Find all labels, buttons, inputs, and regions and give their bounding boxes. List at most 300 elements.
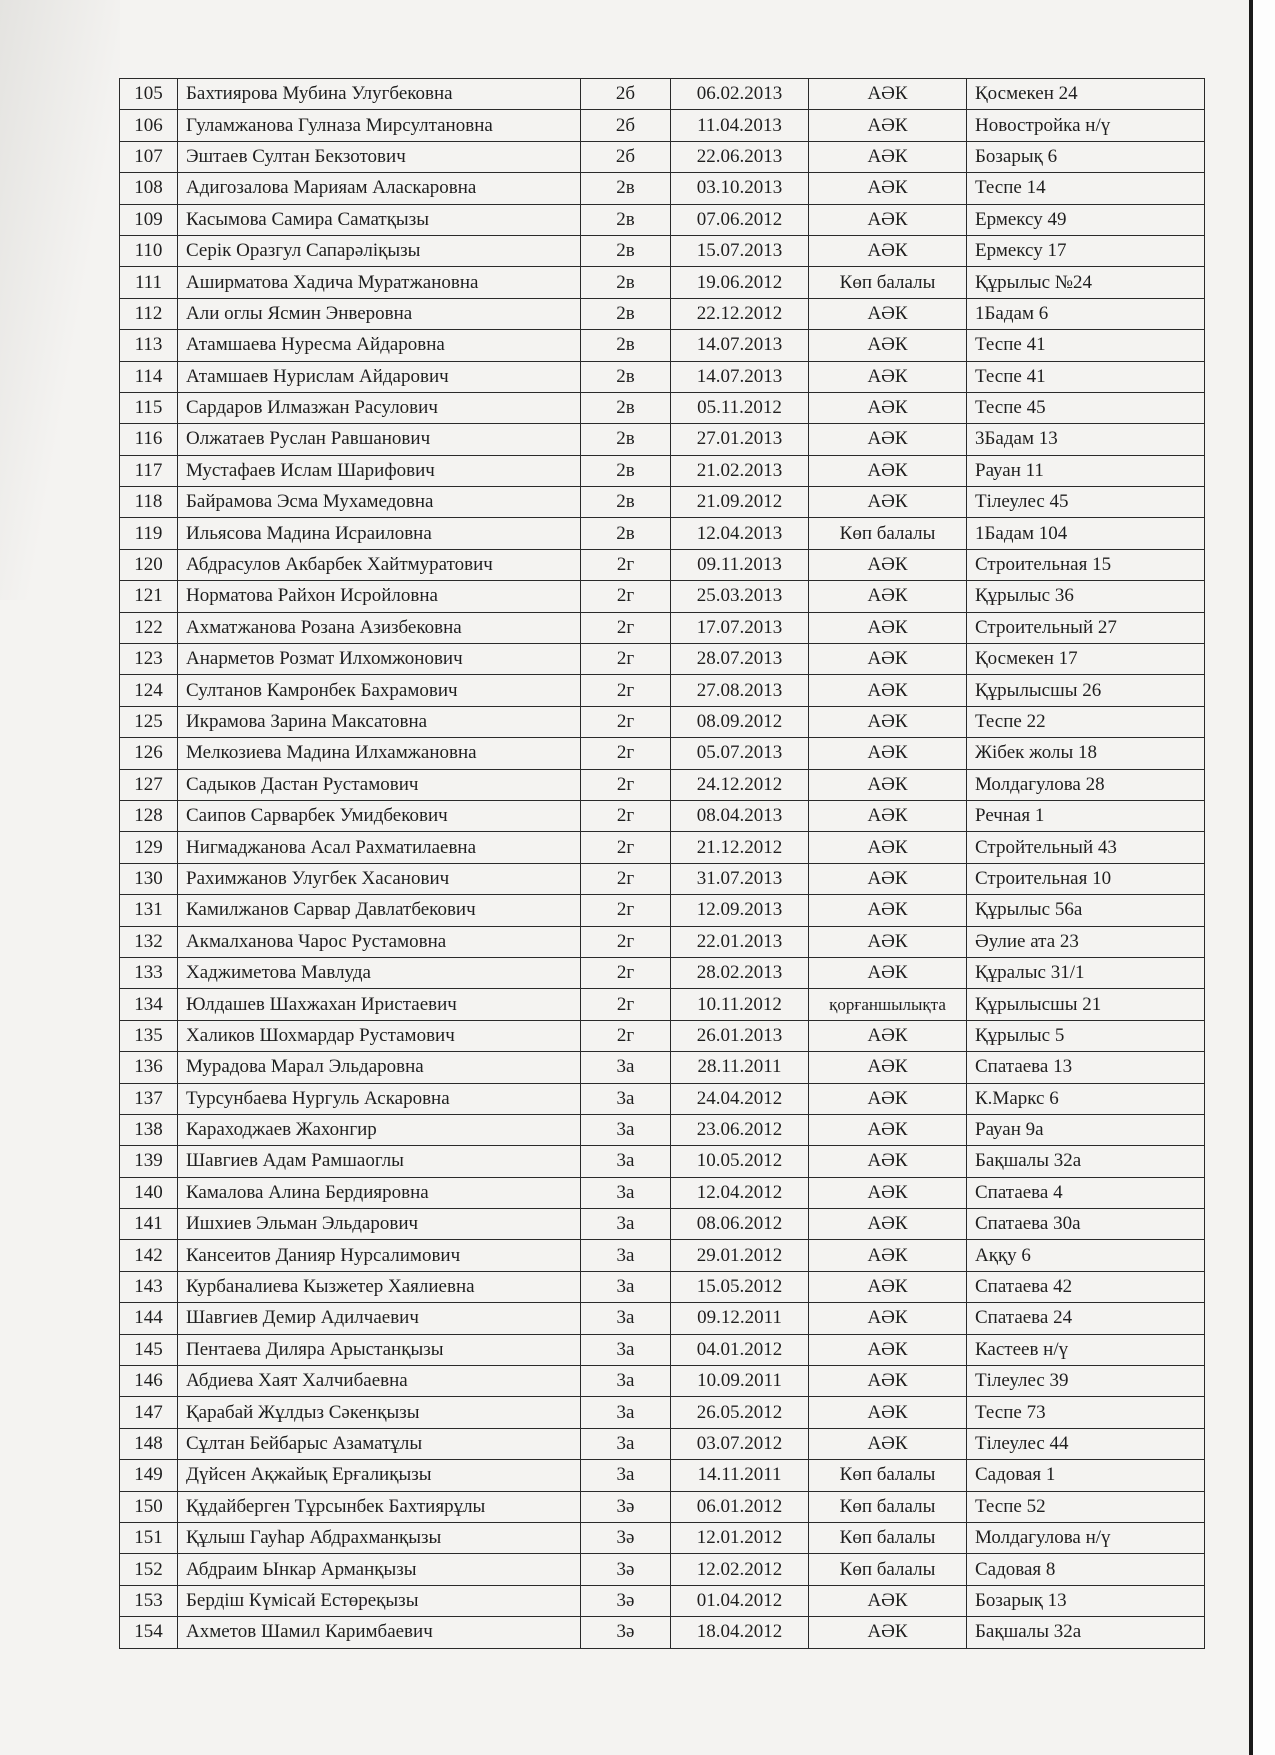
status-cell: АӘК <box>809 1240 967 1271</box>
status-cell: АӘК <box>809 455 967 486</box>
birth-date: 09.11.2013 <box>671 549 809 580</box>
address-cell: К.Маркс 6 <box>967 1083 1205 1114</box>
table-row <box>120 895 1205 926</box>
scan-edge <box>1249 0 1275 1755</box>
status-cell: АӘК <box>809 1397 967 1428</box>
status-cell: АӘК <box>809 1083 967 1114</box>
address-cell: Құрылыс 5 <box>967 1020 1205 1051</box>
birth-date: 10.05.2012 <box>671 1146 809 1177</box>
address-cell: Рауан 11 <box>967 455 1205 486</box>
row-number: 125 <box>120 706 178 737</box>
status-cell: АӘК <box>809 738 967 769</box>
address-cell: Строительная 15 <box>967 549 1205 580</box>
table-row <box>120 1334 1205 1365</box>
birth-date: 25.03.2013 <box>671 581 809 612</box>
address-cell: Теспе 52 <box>967 1491 1205 1522</box>
student-name: Қарабай Жұлдыз Сәкенқызы <box>178 1397 581 1428</box>
address-cell: Садовая 8 <box>967 1554 1205 1585</box>
student-name: Байрамова Эсма Мухамедовна <box>178 487 581 518</box>
status-cell: АӘК <box>809 1114 967 1145</box>
student-name: Саипов Сарварбек Умидбекович <box>178 800 581 831</box>
class-cell: 2г <box>581 706 671 737</box>
birth-date: 05.07.2013 <box>671 738 809 769</box>
address-cell: Құрылыс 36 <box>967 581 1205 612</box>
student-name: Бердіш Күмісай Естөреқызы <box>178 1585 581 1616</box>
address-cell: Бозарық 13 <box>967 1585 1205 1616</box>
row-number: 133 <box>120 957 178 988</box>
birth-date: 11.04.2013 <box>671 110 809 141</box>
class-cell: 2г <box>581 644 671 675</box>
student-name: Атамшаева Нуресма Айдаровна <box>178 330 581 361</box>
address-cell: Тілеулес 45 <box>967 487 1205 518</box>
row-number: 142 <box>120 1240 178 1271</box>
table-row <box>120 675 1205 706</box>
status-cell: АӘК <box>809 204 967 235</box>
address-cell: Әулие ата 23 <box>967 926 1205 957</box>
birth-date: 28.11.2011 <box>671 1052 809 1083</box>
row-number: 152 <box>120 1554 178 1585</box>
row-number: 145 <box>120 1334 178 1365</box>
class-cell: 3а <box>581 1209 671 1240</box>
address-cell: Қосмекен 17 <box>967 644 1205 675</box>
status-cell: АӘК <box>809 1052 967 1083</box>
address-cell: Спатаева 24 <box>967 1303 1205 1334</box>
student-name: Абдрасулов Акбарбек Хайтмуратович <box>178 549 581 580</box>
table-row <box>120 1209 1205 1240</box>
class-cell: 2в <box>581 204 671 235</box>
table-row <box>120 1271 1205 1302</box>
status-cell: АӘК <box>809 1585 967 1616</box>
student-name: Анарметов Розмат Илхомжонович <box>178 644 581 675</box>
row-number: 123 <box>120 644 178 675</box>
status-cell: АӘК <box>809 957 967 988</box>
status-cell: Көп балалы <box>809 1491 967 1522</box>
student-name: Курбаналиева Кызжетер Хаялиевна <box>178 1271 581 1302</box>
row-number: 141 <box>120 1209 178 1240</box>
birth-date: 10.11.2012 <box>671 989 809 1020</box>
table-row <box>120 392 1205 423</box>
class-cell: 2г <box>581 612 671 643</box>
student-name: Кансеитов Данияр Нурсалимович <box>178 1240 581 1271</box>
birth-date: 06.01.2012 <box>671 1491 809 1522</box>
row-number: 106 <box>120 110 178 141</box>
status-cell: АӘК <box>809 487 967 518</box>
birth-date: 21.12.2012 <box>671 832 809 863</box>
student-name: Халиков Шохмардар Рустамович <box>178 1020 581 1051</box>
status-cell: Көп балалы <box>809 267 967 298</box>
table-row <box>120 1083 1205 1114</box>
student-name: Құлыш Гауһар Абдрахманқызы <box>178 1522 581 1553</box>
birth-date: 01.04.2012 <box>671 1585 809 1616</box>
class-cell: 3а <box>581 1428 671 1459</box>
student-name: Рахимжанов Улугбек Хасанович <box>178 863 581 894</box>
row-number: 108 <box>120 173 178 204</box>
status-cell: АӘК <box>809 644 967 675</box>
table-row <box>120 1522 1205 1553</box>
birth-date: 12.01.2012 <box>671 1522 809 1553</box>
class-cell: 2в <box>581 235 671 266</box>
class-cell: 3а <box>581 1177 671 1208</box>
class-cell: 2б <box>581 141 671 172</box>
table-row <box>120 1177 1205 1208</box>
row-number: 120 <box>120 549 178 580</box>
birth-date: 12.04.2012 <box>671 1177 809 1208</box>
status-cell: АӘК <box>809 1020 967 1051</box>
student-name: Камалова Алина Бердияровна <box>178 1177 581 1208</box>
address-cell: Спатаева 30а <box>967 1209 1205 1240</box>
student-name: Дүйсен Ақжайық Ерғалиқызы <box>178 1460 581 1491</box>
table-row <box>120 738 1205 769</box>
row-number: 112 <box>120 298 178 329</box>
table-row <box>120 1428 1205 1459</box>
student-name: Касымова Самира Саматқызы <box>178 204 581 235</box>
status-cell: АӘК <box>809 424 967 455</box>
register-body <box>120 79 1205 1649</box>
status-cell: АӘК <box>809 832 967 863</box>
table-row <box>120 1020 1205 1051</box>
student-name: Гуламжанова Гулназа Мирсултановна <box>178 110 581 141</box>
table-row <box>120 989 1205 1020</box>
student-name: Турсунбаева Нургуль Аскаровна <box>178 1083 581 1114</box>
student-name: Абдиева Хаят Халчибаевна <box>178 1366 581 1397</box>
row-number: 119 <box>120 518 178 549</box>
address-cell: Аққу 6 <box>967 1240 1205 1271</box>
class-cell: 2в <box>581 298 671 329</box>
table-row <box>120 581 1205 612</box>
status-cell: Көп балалы <box>809 1522 967 1553</box>
class-cell: 3ә <box>581 1522 671 1553</box>
class-cell: 2в <box>581 267 671 298</box>
row-number: 135 <box>120 1020 178 1051</box>
class-cell: 2г <box>581 989 671 1020</box>
student-name: Аширматова Хадича Муратжановна <box>178 267 581 298</box>
row-number: 138 <box>120 1114 178 1145</box>
row-number: 150 <box>120 1491 178 1522</box>
table-row <box>120 1554 1205 1585</box>
status-cell: АӘК <box>809 1146 967 1177</box>
row-number: 121 <box>120 581 178 612</box>
birth-date: 21.02.2013 <box>671 455 809 486</box>
status-cell: АӘК <box>809 110 967 141</box>
table-row <box>120 173 1205 204</box>
address-cell: Теспе 41 <box>967 361 1205 392</box>
address-cell: Теспе 41 <box>967 330 1205 361</box>
student-name: Али оглы Ясмин Энверовна <box>178 298 581 329</box>
table-row <box>120 204 1205 235</box>
class-cell: 3а <box>581 1114 671 1145</box>
student-name: Мурадова Марал Эльдаровна <box>178 1052 581 1083</box>
address-cell: Рауан 9а <box>967 1114 1205 1145</box>
class-cell: 3ә <box>581 1617 671 1648</box>
student-name: Эштаев Султан Бекзотович <box>178 141 581 172</box>
birth-date: 04.01.2012 <box>671 1334 809 1365</box>
table-row <box>120 612 1205 643</box>
address-cell: Жібек жолы 18 <box>967 738 1205 769</box>
birth-date: 06.02.2013 <box>671 79 809 110</box>
status-cell: АӘК <box>809 612 967 643</box>
row-number: 147 <box>120 1397 178 1428</box>
student-name: Нигмаджанова Асал Рахматилаевна <box>178 832 581 863</box>
row-number: 114 <box>120 361 178 392</box>
address-cell: Бозарық 6 <box>967 141 1205 172</box>
row-number: 140 <box>120 1177 178 1208</box>
status-cell: АӘК <box>809 361 967 392</box>
row-number: 107 <box>120 141 178 172</box>
status-cell: АӘК <box>809 675 967 706</box>
birth-date: 22.01.2013 <box>671 926 809 957</box>
birth-date: 08.04.2013 <box>671 800 809 831</box>
birth-date: 26.01.2013 <box>671 1020 809 1051</box>
student-register-table <box>119 78 1205 1649</box>
status-cell: АӘК <box>809 1303 967 1334</box>
row-number: 117 <box>120 455 178 486</box>
class-cell: 2б <box>581 79 671 110</box>
address-cell: Спатаева 42 <box>967 1271 1205 1302</box>
student-name: Караходжаев Жахонгир <box>178 1114 581 1145</box>
row-number: 126 <box>120 738 178 769</box>
status-cell: АӘК <box>809 141 967 172</box>
class-cell: 2г <box>581 800 671 831</box>
class-cell: 2г <box>581 832 671 863</box>
student-name: Абдраим Ынкар Арманқызы <box>178 1554 581 1585</box>
student-name: Садыков Дастан Рустамович <box>178 769 581 800</box>
table-row <box>120 1585 1205 1616</box>
row-number: 136 <box>120 1052 178 1083</box>
status-cell: қорғаншылықта <box>809 989 967 1020</box>
class-cell: 2в <box>581 330 671 361</box>
status-cell: АӘК <box>809 895 967 926</box>
table-row <box>120 267 1205 298</box>
class-cell: 3а <box>581 1146 671 1177</box>
class-cell: 3а <box>581 1397 671 1428</box>
birth-date: 12.02.2012 <box>671 1554 809 1585</box>
address-cell: 3Бадам 13 <box>967 424 1205 455</box>
table-row <box>120 455 1205 486</box>
address-cell: Молдагулова н/ү <box>967 1522 1205 1553</box>
status-cell: АӘК <box>809 298 967 329</box>
birth-date: 08.09.2012 <box>671 706 809 737</box>
row-number: 105 <box>120 79 178 110</box>
student-name: Сұлтан Бейбарыс Азаматұлы <box>178 1428 581 1459</box>
row-number: 146 <box>120 1366 178 1397</box>
birth-date: 10.09.2011 <box>671 1366 809 1397</box>
address-cell: Спатаева 4 <box>967 1177 1205 1208</box>
student-name: Норматова Райхон Исройловна <box>178 581 581 612</box>
row-number: 148 <box>120 1428 178 1459</box>
address-cell: Құрылысшы 26 <box>967 675 1205 706</box>
row-number: 151 <box>120 1522 178 1553</box>
birth-date: 27.01.2013 <box>671 424 809 455</box>
class-cell: 3а <box>581 1334 671 1365</box>
address-cell: Кастеев н/ү <box>967 1334 1205 1365</box>
table-row <box>120 644 1205 675</box>
table-row <box>120 832 1205 863</box>
birth-date: 22.06.2013 <box>671 141 809 172</box>
student-name: Ахметов Шамил Каримбаевич <box>178 1617 581 1648</box>
table-row <box>120 549 1205 580</box>
row-number: 111 <box>120 267 178 298</box>
row-number: 144 <box>120 1303 178 1334</box>
address-cell: Ермексу 17 <box>967 235 1205 266</box>
table-row <box>120 141 1205 172</box>
status-cell: АӘК <box>809 330 967 361</box>
status-cell: АӘК <box>809 1209 967 1240</box>
table-row <box>120 79 1205 110</box>
class-cell: 2в <box>581 424 671 455</box>
table-row <box>120 926 1205 957</box>
student-name: Құдайберген Тұрсынбек Бахтиярұлы <box>178 1491 581 1522</box>
class-cell: 2г <box>581 549 671 580</box>
address-cell: Стройтельный 43 <box>967 832 1205 863</box>
student-name: Адигозалова Марияам Аласкаровна <box>178 173 581 204</box>
table-row <box>120 1146 1205 1177</box>
student-name: Мустафаев Ислам Шарифович <box>178 455 581 486</box>
birth-date: 26.05.2012 <box>671 1397 809 1428</box>
birth-date: 28.07.2013 <box>671 644 809 675</box>
address-cell: Бақшалы 32а <box>967 1617 1205 1648</box>
address-cell: Құрылыс №24 <box>967 267 1205 298</box>
table-row <box>120 1617 1205 1648</box>
table-row <box>120 235 1205 266</box>
address-cell: Құрылыс 56а <box>967 895 1205 926</box>
table-row <box>120 706 1205 737</box>
birth-date: 12.04.2013 <box>671 518 809 549</box>
class-cell: 2г <box>581 1020 671 1051</box>
student-name: Султанов Камронбек Бахрамович <box>178 675 581 706</box>
birth-date: 12.09.2013 <box>671 895 809 926</box>
status-cell: АӘК <box>809 800 967 831</box>
table-row <box>120 298 1205 329</box>
address-cell: Теспе 45 <box>967 392 1205 423</box>
address-cell: Теспе 22 <box>967 706 1205 737</box>
birth-date: 15.05.2012 <box>671 1271 809 1302</box>
student-name: Атамшаев Нурислам Айдарович <box>178 361 581 392</box>
address-cell: Қосмекен 24 <box>967 79 1205 110</box>
student-name: Сардаров Илмазжан Расулович <box>178 392 581 423</box>
class-cell: 2г <box>581 675 671 706</box>
table-row <box>120 1303 1205 1334</box>
address-cell: Строительный 27 <box>967 612 1205 643</box>
student-name: Ильясова Мадина Исраиловна <box>178 518 581 549</box>
address-cell: 1Бадам 6 <box>967 298 1205 329</box>
birth-date: 23.06.2012 <box>671 1114 809 1145</box>
table-row <box>120 1460 1205 1491</box>
table-row <box>120 957 1205 988</box>
row-number: 113 <box>120 330 178 361</box>
row-number: 131 <box>120 895 178 926</box>
birth-date: 15.07.2013 <box>671 235 809 266</box>
birth-date: 27.08.2013 <box>671 675 809 706</box>
table-row <box>120 518 1205 549</box>
birth-date: 18.04.2012 <box>671 1617 809 1648</box>
birth-date: 14.07.2013 <box>671 330 809 361</box>
class-cell: 2в <box>581 487 671 518</box>
birth-date: 28.02.2013 <box>671 957 809 988</box>
row-number: 130 <box>120 863 178 894</box>
birth-date: 14.07.2013 <box>671 361 809 392</box>
address-cell: Спатаева 13 <box>967 1052 1205 1083</box>
class-cell: 3ә <box>581 1585 671 1616</box>
table-row <box>120 800 1205 831</box>
student-name: Шавгиев Адам Рамшаоглы <box>178 1146 581 1177</box>
birth-date: 22.12.2012 <box>671 298 809 329</box>
birth-date: 21.09.2012 <box>671 487 809 518</box>
student-name: Ахматжанова Розана Азизбековна <box>178 612 581 643</box>
table-row <box>120 110 1205 141</box>
address-cell: Новостройка н/ү <box>967 110 1205 141</box>
class-cell: 2б <box>581 110 671 141</box>
status-cell: АӘК <box>809 863 967 894</box>
table-row <box>120 1366 1205 1397</box>
birth-date: 03.10.2013 <box>671 173 809 204</box>
table-row <box>120 361 1205 392</box>
row-number: 122 <box>120 612 178 643</box>
row-number: 115 <box>120 392 178 423</box>
address-cell: Теспе 73 <box>967 1397 1205 1428</box>
class-cell: 3а <box>581 1052 671 1083</box>
status-cell: АӘК <box>809 706 967 737</box>
address-cell: Тілеулес 44 <box>967 1428 1205 1459</box>
status-cell: АӘК <box>809 235 967 266</box>
row-number: 110 <box>120 235 178 266</box>
class-cell: 2в <box>581 392 671 423</box>
class-cell: 3а <box>581 1460 671 1491</box>
status-cell: АӘК <box>809 769 967 800</box>
class-cell: 2в <box>581 173 671 204</box>
student-name: Мелкозиева Мадина Илхамжановна <box>178 738 581 769</box>
student-name: Ишхиев Эльман Эльдарович <box>178 1209 581 1240</box>
scan-shadow <box>0 0 120 600</box>
status-cell: АӘК <box>809 1271 967 1302</box>
class-cell: 2в <box>581 361 671 392</box>
table-row <box>120 1240 1205 1271</box>
status-cell: АӘК <box>809 1617 967 1648</box>
class-cell: 2г <box>581 926 671 957</box>
status-cell: АӘК <box>809 173 967 204</box>
birth-date: 17.07.2013 <box>671 612 809 643</box>
status-cell: АӘК <box>809 1177 967 1208</box>
student-name: Икрамова Зарина Максатовна <box>178 706 581 737</box>
address-cell: Речная 1 <box>967 800 1205 831</box>
class-cell: 2в <box>581 455 671 486</box>
status-cell: АӘК <box>809 79 967 110</box>
table-row <box>120 863 1205 894</box>
row-number: 132 <box>120 926 178 957</box>
status-cell: АӘК <box>809 1334 967 1365</box>
row-number: 124 <box>120 675 178 706</box>
address-cell: Теспе 14 <box>967 173 1205 204</box>
class-cell: 3ә <box>581 1554 671 1585</box>
table-row <box>120 330 1205 361</box>
student-name: Акмалханова Чарос Рустамовна <box>178 926 581 957</box>
address-cell: Молдагулова 28 <box>967 769 1205 800</box>
status-cell: АӘК <box>809 926 967 957</box>
student-name: Олжатаев Руслан Равшанович <box>178 424 581 455</box>
row-number: 118 <box>120 487 178 518</box>
class-cell: 3а <box>581 1240 671 1271</box>
row-number: 149 <box>120 1460 178 1491</box>
class-cell: 3а <box>581 1271 671 1302</box>
table-row <box>120 1397 1205 1428</box>
student-name: Хаджиметова Мавлуда <box>178 957 581 988</box>
status-cell: АӘК <box>809 581 967 612</box>
student-name: Бахтиярова Мубина Улугбековна <box>178 79 581 110</box>
student-name: Юлдашев Шахжахан Иристаевич <box>178 989 581 1020</box>
birth-date: 08.06.2012 <box>671 1209 809 1240</box>
table-row <box>120 1491 1205 1522</box>
table-row <box>120 1052 1205 1083</box>
status-cell: АӘК <box>809 392 967 423</box>
